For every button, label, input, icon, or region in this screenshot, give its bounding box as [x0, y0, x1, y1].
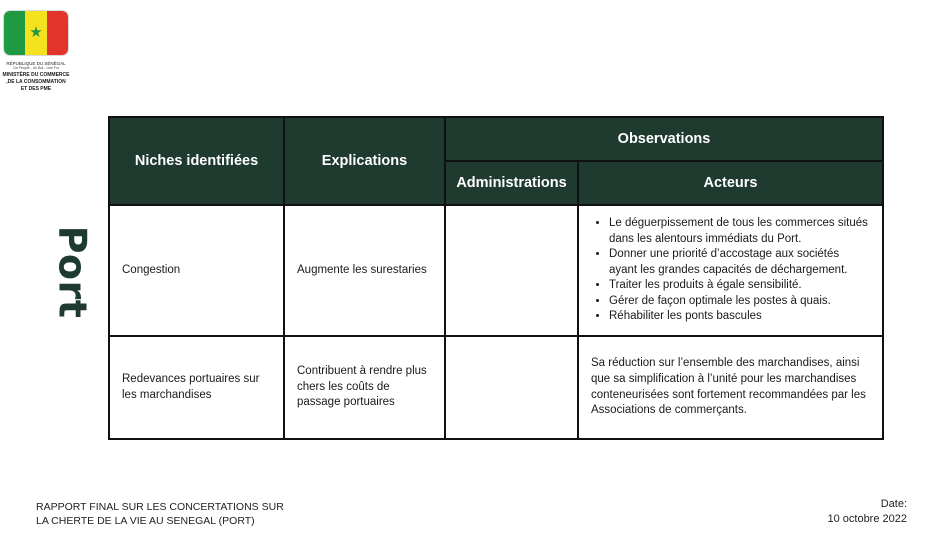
ministry-line-1: MINISTÈRE DU COMMERCE: [2, 71, 70, 78]
report-title: [36, 500, 284, 528]
date-value: 10 octobre 2022: [827, 512, 907, 525]
date-label: Date:: [880, 498, 907, 510]
flag-band-green: [4, 11, 25, 55]
list-item: • Traiter les produits à égale sensibilité.: [609, 278, 870, 294]
cell-acteurs: Sa réduction sur l’ensemble des marchandises, ainsi que sa simplification à l’unité pour les marchandises conteneurisées sont fortement recommandées par les Associations de commerçants.: [578, 336, 883, 439]
cell-administrations: [445, 336, 578, 439]
header-niches: Niches identifiées: [109, 117, 284, 205]
table-row: [109, 336, 883, 439]
niches-table: [108, 116, 884, 440]
report-title-line-2: LA CHERTE DE LA VIE AU SENEGAL (PORT): [36, 515, 255, 528]
list-item: • Le déguerpissement de tous les commerces situés dans les alentours immédiats du Port.: [609, 216, 870, 247]
ministry-logo: [0, 10, 72, 92]
list-item: • Donner une priorité d’accostage aux sociétés ayant les grandes capacités de déchargement.: [609, 247, 870, 278]
acteurs-list: [591, 216, 870, 325]
republic-label: RÉPUBLIQUE DU SÉNÉGAL: [6, 61, 66, 66]
national-motto: Un Peuple - Un But - Une Foi: [13, 66, 59, 71]
report-title-line-1: RAPPORT FINAL SUR LES CONCERTATIONS SUR: [36, 501, 284, 513]
header-explications: Explications: [284, 117, 445, 205]
header-acteurs: Acteurs: [578, 161, 883, 205]
star-icon: ★: [29, 24, 43, 42]
flag-band-red: [47, 11, 68, 55]
cell-explication: Augmente les surestaries: [284, 205, 445, 336]
header-administrations: Administrations: [445, 161, 578, 205]
cell-acteurs: [578, 205, 883, 336]
list-item: • Réhabiliter les ponts bascules: [609, 309, 870, 325]
ministry-line-3: ET DES PME: [20, 86, 52, 93]
ministry-line-2: ,DE LA CONSOMMATION: [6, 78, 66, 85]
cell-administrations: [445, 205, 578, 336]
section-title: [50, 225, 94, 319]
senegal-flag-icon: [3, 10, 69, 56]
list-item: • Gérer de façon optimale les postes à quais.: [609, 294, 870, 310]
report-date: [827, 497, 907, 527]
table-row: [109, 205, 883, 336]
header-observations: Observations: [445, 117, 883, 161]
section-title-text: Port: [50, 225, 94, 319]
cell-explication: Contribuent à rendre plus chers les coûts de passage portuaires: [284, 336, 445, 439]
cell-niche: Congestion: [109, 205, 284, 336]
flag-band-yellow: [25, 11, 46, 55]
cell-niche: Redevances portuaires sur les marchandises: [109, 336, 284, 439]
